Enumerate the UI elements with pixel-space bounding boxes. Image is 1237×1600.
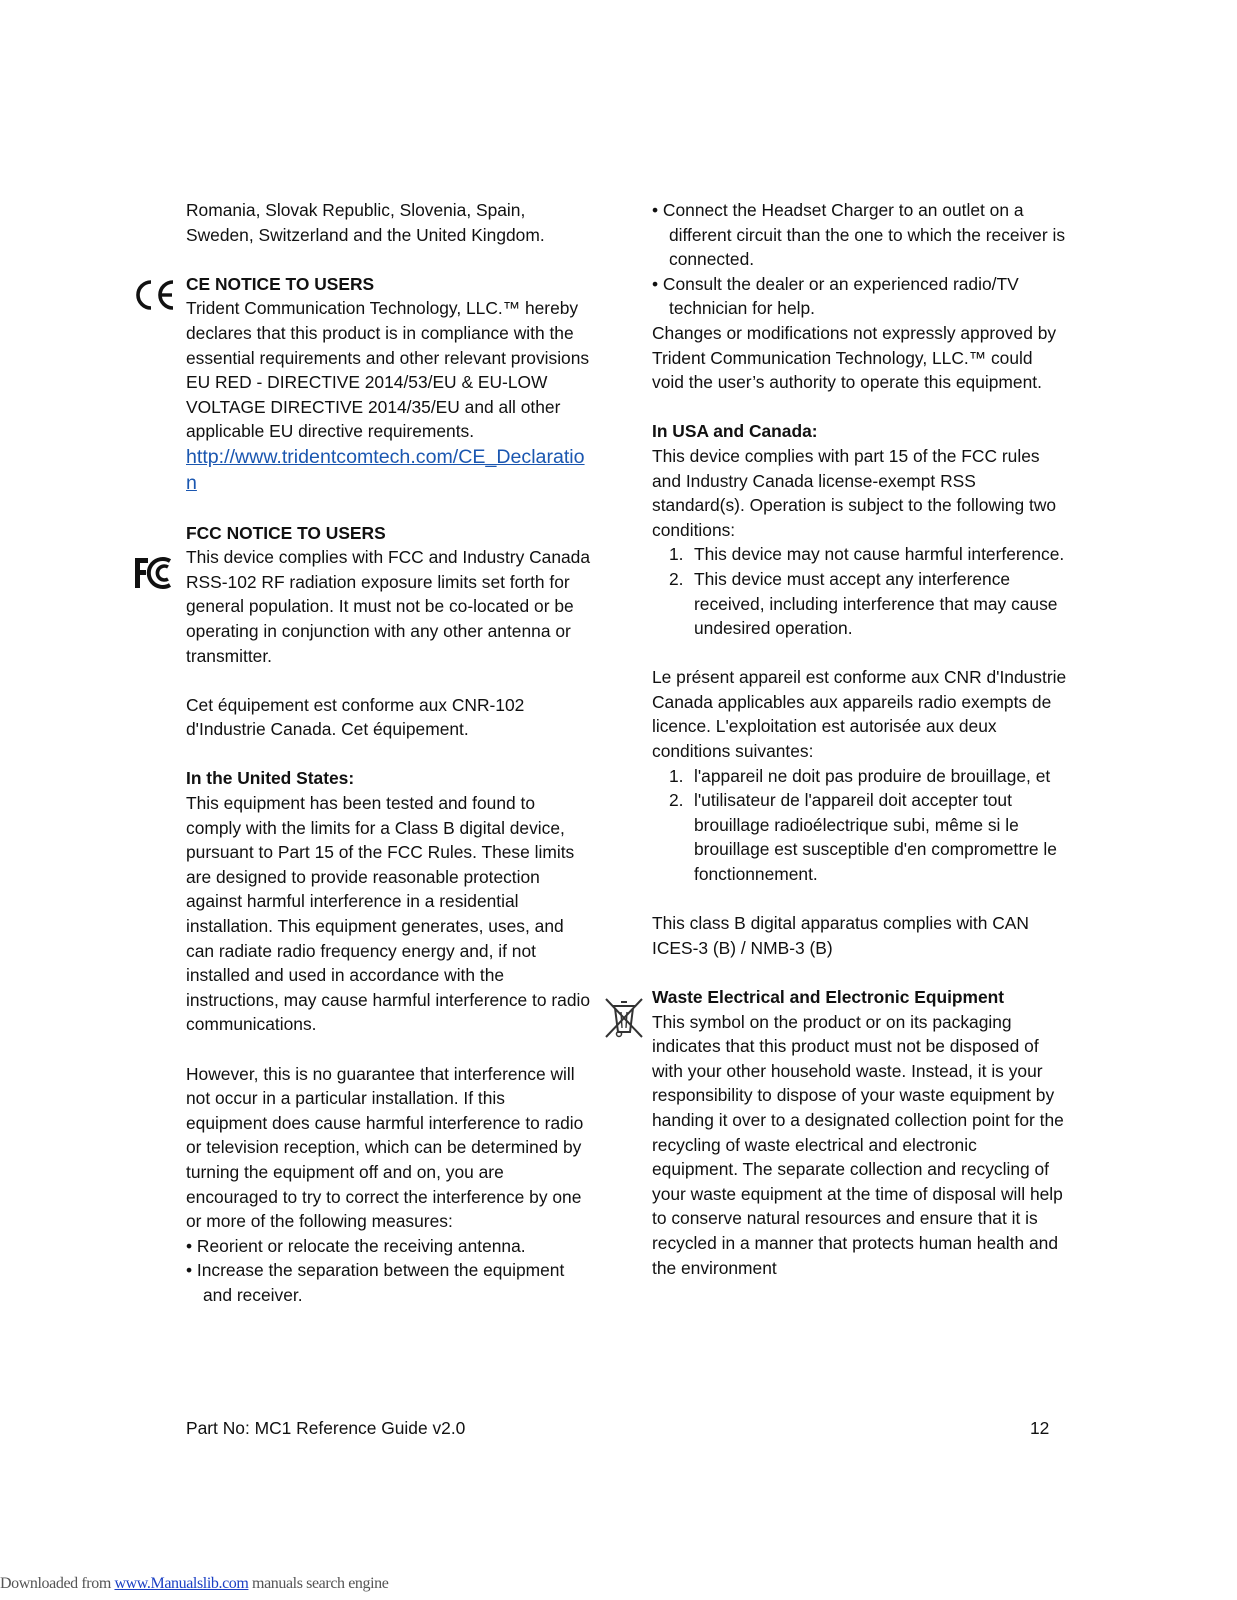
usa-canada-heading: In USA and Canada: (652, 421, 818, 442)
however-text: However, this is no guarantee that interference will not occur in a particular installation. If this equipment does cause harmful interference to radio or television reception, which can be determined by turning the equipment off and on, you are encouraged to try to correct the interference by one or more of the following measures: (186, 1063, 584, 1232)
us-body: This equipment has been tested and found to comply with the limits for a Class B digital device, pursuant to Part 15 of the FCC Rules. These limits are designed to provide reasonable protection against harmful interference in a residential installation. This equipment generates, uses, and can radiate radio frequency energy and, if not installed and used in accordance with the instructions, may cause harmful interference to radio communications. (186, 793, 591, 1035)
french-conditions-body: Le présent appareil est conforme aux CNR d'Industrie Canada applicables aux appareils radio exempts de licence. L'exploitation est autorisée aux deux conditions suivantes: (652, 667, 1067, 762)
list-number: 2. (669, 568, 684, 589)
list-item (652, 567, 1067, 641)
measure-bullet: • Reorient or relocate the receiving antenna. (186, 1235, 526, 1256)
list-number: 1. (669, 765, 684, 786)
download-banner (0, 1575, 388, 1593)
ce-body: Trident Communication Technology, LLC.™ hereby declares that this product is in compliance with the essential requirements and other relevant provisions EU RED - DIRECTIVE 2014/53/EU & EU-LOW VOLTAGE DIRECTIVE 2014/35/EU and all other applicable EU directive requirements. (186, 298, 590, 442)
french-conditions-list (652, 764, 1067, 887)
right-column (652, 198, 1067, 1280)
fcc-french: Cet équipement est conforme aux CNR-102 d'Industrie Canada. Cet équipement. (186, 694, 525, 740)
list-number: 1. (669, 544, 684, 565)
measure-bullet: • Connect the Headset Charger to an outlet on a different circuit than the one to which the receiver is connected. (652, 200, 1066, 270)
download-prefix: Downloaded from (0, 1575, 115, 1592)
usa-canada-body: This device complies with part 15 of the FCC rules and Industry Canada license-exempt RSS standard(s). Operation is subject to the following two conditions: (652, 445, 1057, 540)
left-column (186, 198, 591, 1308)
conditions-list (652, 542, 1067, 640)
changes-text: Changes or modifications not expressly approved by Trident Communication Technology, LLC.™ could void the user’s authority to operate this equipment. (652, 322, 1057, 393)
list-item (652, 542, 1067, 567)
weee-body: This symbol on the product or on its packaging indicates that this product must not be disposed of with your other household waste. Instead, it is your responsibility to dispose of your waste equipment by handing it over to a designated collection point for the recycling of waste electrical and electronic equipment. The separate collection and recycling of your waste equipment at the time of disposal will help to conserve natural resources and ensure that it is recycled in a manner that protects human health and the environment (652, 1011, 1064, 1278)
list-item (652, 788, 1067, 886)
ce-declaration-link[interactable] (186, 444, 591, 496)
fcc-heading: FCC NOTICE TO USERS (186, 522, 386, 543)
list-text: This device must accept any interference received, including interference that may cause undesired operation. (694, 568, 1058, 639)
list-text: l'appareil ne doit pas produire de brouillage, et (694, 765, 1051, 786)
list-text: l'utilisateur de l'appareil doit accepter tout brouillage radioélectrique subi, même si le brouillage est susceptible d'en compromettre le fonctionnement. (694, 790, 1057, 885)
list-number: 2. (669, 790, 684, 811)
weee-heading: Waste Electrical and Electronic Equipment (652, 987, 1005, 1007)
fcc-body: This device complies with FCC and Industry Canada RSS-102 RF radiation exposure limits set forth for general population. It must not be co-located or be operating in conjunction with any other antenna or transmitter. (186, 547, 591, 666)
list-item (652, 764, 1067, 789)
page-number: 12 (1030, 1418, 1050, 1438)
footer-part-number: Part No: MC1 Reference Guide v2.0 (186, 1418, 466, 1438)
us-heading: In the United States: (186, 768, 355, 789)
ices-text: This class B digital apparatus complies with CAN ICES-3 (B) / NMB-3 (B) (652, 913, 1029, 958)
ce-heading: CE NOTICE TO USERS (186, 273, 375, 294)
fcc-logo-icon (132, 556, 176, 590)
download-suffix: manuals search engine (248, 1575, 389, 1592)
list-text: This device may not cause harmful interference. (694, 544, 1065, 565)
ce-mark-icon (132, 278, 176, 312)
intro-text: Romania, Slovak Republic, Slovenia, Spain, Sweden, Switzerland and the United Kingdom. (186, 200, 545, 245)
ce-link-text[interactable]: http://www.tridentcomtech.com/CE_Declaration (186, 445, 585, 494)
measure-bullet: • Consult the dealer or an experienced radio/TV technician for help. (652, 273, 1019, 319)
manualslib-link[interactable]: www.Manualslib.com (114, 1575, 249, 1592)
weee-bin-icon (603, 996, 645, 1040)
measure-bullet: • Increase the separation between the equipment and receiver. (186, 1260, 565, 1305)
